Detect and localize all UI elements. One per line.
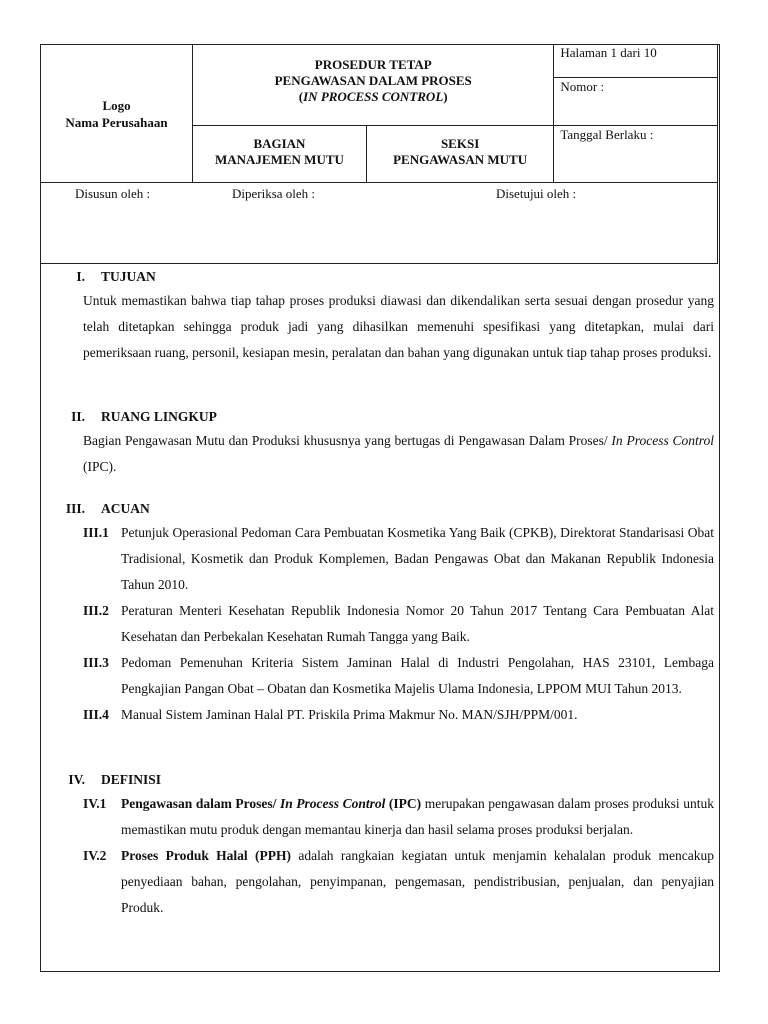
section-heading: IV. DEFINISI [68,772,162,787]
logo-label: Logo [102,97,131,113]
department-line-2: MANAJEMEN MUTU [215,152,344,167]
section-text: Untuk memastikan bahwa tiap tahap proses produksi diawasi dan dikendalikan serta sesuai dengan prosedur yang telah ditetapkan sehingga produk jadi yang dihasilkan memenuhi spesifikasi yang ditetapkan, mulai dari pemeriksaan ruang, personil, kesiapan mesin, peralatan dan bahan yang digunakan untuk tiap tahap proses produksi. [83,293,714,360]
diperiksa-label: Diperiksa oleh : [232,186,316,201]
nomor-label: Nomor : [560,79,605,94]
definition-item: IV.2 Proses Produk Halal (PPH) adalah rangkaian kegiatan untuk menjamin kehalalan produk mencakup penyediaan bahan, pengolahan, penyimpanan, pengemasan, pendistribusian, penjualan, dan penyajian Produk. [83,848,715,915]
company-name: Nama Perusahaan [65,114,168,130]
section-heading: III. ACUAN [65,501,150,516]
section-cell [366,126,554,183]
disusun-label: Disusun oleh : [75,186,151,201]
reference-item: III.4 Manual Sistem Jaminan Halal PT. Priskila Prima Makmur No. MAN/SJH/PPM/001. [83,707,578,722]
disetujui-label: Disetujui oleh : [496,186,577,201]
page-info-cell [554,45,718,126]
document-header-table [40,44,718,264]
section-heading: I. TUJUAN [76,269,156,284]
section-ruang-lingkup [51,407,714,480]
title-line-2: PENGAWASAN DALAM PROSES [274,73,472,88]
title-cell [193,45,554,126]
page-number: Halaman 1 dari 10 [554,45,717,78]
document-page [40,44,720,972]
title-line-3: (IN PROCESS CONTROL) [298,89,448,104]
section-heading: II. RUANG LINGKUP [71,409,217,424]
title-line-1: PROSEDUR TETAP [314,57,432,72]
reference-item: III.1 Petunjuk Operasional Pedoman Cara Pembuatan Kosmetika Yang Baik (CPKB), Direktorat Standarisasi Obat Tradisional, Kosmetik dan Produk Komplemen, Badan Pengawas Obat dan Makanan Republik Indonesia Tahun 2010. [83,525,714,592]
section-acuan [51,499,714,728]
section-text: Bagian Pengawasan Mutu dan Produksi khususnya yang bertugas di Pengawasan Dalam Proses/ In Process Control (IPC). [83,433,714,474]
signature-row [41,183,718,264]
logo-cell [41,45,193,183]
section-line-1: SEKSI [440,136,480,151]
reference-item: III.2 Peraturan Menteri Kesehatan Republik Indonesia Nomor 20 Tahun 2017 Tentang Cara Pembuatan Alat Kesehatan dan Perbekalan Kesehatan Rumah Tangga yang Baik. [83,603,714,644]
section-tujuan [51,267,714,366]
section-line-2: PENGAWASAN MUTU [393,152,528,167]
department-cell [193,126,367,183]
tanggal-berlaku-label: Tanggal Berlaku : [554,126,718,183]
section-definisi [51,770,714,921]
reference-item: III.3 Pedoman Pemenuhan Kriteria Sistem Jaminan Halal di Industri Pengolahan, HAS 23101, Lembaga Pengkajian Pangan Obat – Obatan dan Kosmetika Majelis Ulama Indonesia, LPPOM MUI Tahun 2013. [83,655,714,696]
department-line-1: BAGIAN [253,136,306,151]
definition-item: IV.1 Pengawasan dalam Proses/ In Process Control (IPC) merupakan pengawasan dalam proses produksi untuk memastikan mutu produk dengan memantau kinerja dan hasil selama proses produksi berjalan. [83,796,714,837]
